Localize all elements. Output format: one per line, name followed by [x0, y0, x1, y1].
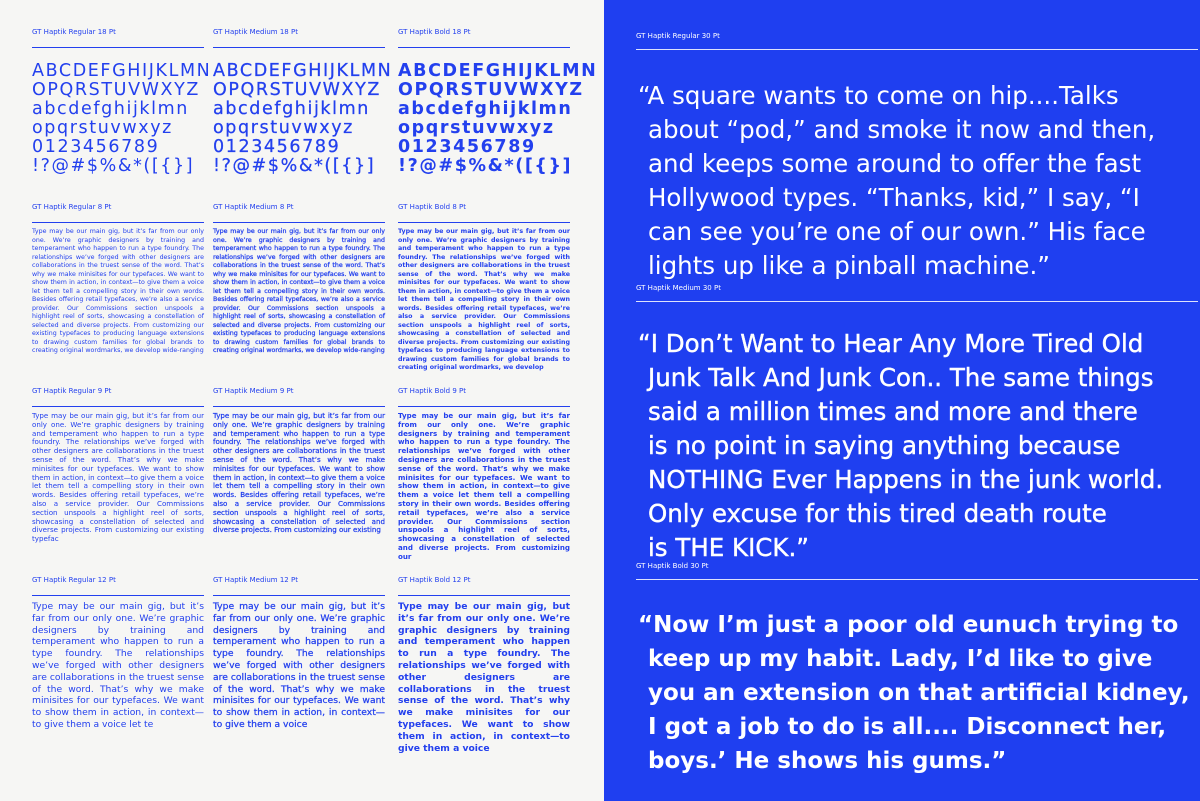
- sample-paragraph: Type may be our main gig, but it’s far from our only one. We’re graphic designers by training and temperament who happen to run a type foundry. The relationships we’ve forged with other designers are collaborations in the truest sense of the word. That’s why we make minisites for our typefaces. We want to show them in action, in context—to give them a voice let them tell a compelling story in their own words. Besides offering retail typefaces, we’re also a service provider. Our Commissions section unspools a highlight reel of sorts, showcasing a constellation of selected and diverse projects. From customizing our existing typefaces to producing language extensions to drawing custom families for global brands to creating original wordmarks, we develop: [398, 228, 570, 371]
- quote-label-medium: GT Haptik Medium 30 Pt: [636, 284, 721, 292]
- glyph-row: ABCDEFGHIJKLMN: [213, 61, 393, 81]
- sample-paragraph: Type may be our main gig, but it’s far from our only one. We’re graphic designers by training and temperament who happen to run a type foundry. The relationships we’ve forged with other designers are collaborations in the truest sense of the word. That’s why we make minisites for our typefaces. We want to show them in action, in context—to give them a voice let them tell a compelling story in their own words. Besides offering retail typefaces, we’re also a service provider. Our Commissions section unspools a highlight reel of sorts, showcasing a constellation of selected and diverse projects. From customizing our: [398, 411, 570, 561]
- specimen-label: GT Haptik Bold 12 Pt: [398, 576, 471, 584]
- sample-paragraph: Type may be our main gig, but it’s far from our only one. We’re graphic designers by training and temperament who happen to run a type foundry. The relationships we’ve forged with other designers are collaborations in the truest sense of the word. That’s why we make minisites for our typefaces. We want to show them in action, in context—to give them a voice let them tell a compelling story in their own words. Besides offering retail typefaces, we’re also a service provider. Our Commissions section unspools a highlight reel of sorts, showcasing a constellation of selected and diverse projects. From customizing our existing: [213, 411, 385, 535]
- divider: [636, 579, 1198, 580]
- quote-line: is no point in saying anything because: [648, 431, 1121, 460]
- divider: [398, 595, 570, 596]
- specimen-medium-8pt: [213, 203, 385, 364]
- divider: [32, 47, 204, 48]
- divider: [398, 222, 570, 223]
- glyph-row: OPQRSTUVWXYZ: [213, 80, 382, 100]
- sample-paragraph: Type may be our main gig, but it’s far from our only one. We’re graphic designers by training and temperament who happen to run a type foundry. The relationships we’ve forged with other designers are collaborations in the truest sense of the word. That’s why we make minisites for our typefaces. We want to show them in action, in context—to give them a voice let them tell a compelling story in their own words. Besides offering retail typefaces, we’re also a service provider. Our Commissions section unspools a highlight reel of sorts, showcasing a constellation of selected and diverse projects. From customizing our existing typefaces to producing language extensions to drawing custom families for global brands to creating original wordmarks, we develop wide-ranging: [213, 228, 385, 354]
- quote-line: “I Don’t Want to Hear Any More Tired Old: [638, 329, 1144, 358]
- quote-line: NOTHING Ever Happens in the junk world.: [648, 465, 1164, 494]
- quote-medium-30pt: [638, 327, 1194, 565]
- quote-line: keep up my habit. Lady, I’d like to give: [648, 646, 1153, 672]
- divider: [213, 47, 385, 48]
- specimen-label: GT Haptik Regular 9 Pt: [32, 387, 112, 395]
- quote-line: Hollywood types. “Thanks, kid,” I say, “I: [648, 183, 1140, 212]
- specimen-label: GT Haptik Medium 12 Pt: [213, 576, 298, 584]
- specimen-bold-12pt: [398, 576, 570, 754]
- sample-paragraph: Type may be our main gig, but it’s far from our only one. We’re graphic designers by training and temperament who happen to run a type foundry. The relationships we’ve forged with other designers are collaborations in the truest sense of the word. That’s why we make minisites for our typefaces. We want to show them in action, in context—to give them a voice: [213, 601, 385, 730]
- divider: [213, 595, 385, 596]
- quote-line: and keeps some around to offer the fast: [648, 149, 1142, 178]
- quote-regular-30pt: [638, 79, 1194, 283]
- glyph-row: OPQRSTUVWXYZ: [32, 80, 201, 100]
- quote-line: said a million times and more and there: [648, 397, 1138, 426]
- glyph-row: abcdefghijklmn: [213, 99, 370, 119]
- divider: [32, 222, 204, 223]
- specimen-label: GT Haptik Medium 18 Pt: [213, 28, 298, 36]
- divider: [636, 49, 1198, 50]
- specimen-regular-9pt: [32, 387, 204, 552]
- specimen-label: GT Haptik Regular 8 Pt: [32, 203, 112, 211]
- glyph-row: opqrstuvwxyz: [213, 118, 354, 138]
- glyph-row: !?@#$%&*([{}]: [398, 156, 573, 176]
- glyph-row: opqrstuvwxyz: [398, 118, 555, 138]
- specimen-label: GT Haptik Regular 12 Pt: [32, 576, 116, 584]
- specimen-label: GT Haptik Bold 9 Pt: [398, 387, 466, 395]
- sample-paragraph: Type may be our main gig, but it’s far from our only one. We’re graphic designers by training and temperament who happen to run a type foundry. The relationships we’ve forged with other designers are collaborations in the truest sense of the word. That’s why we make minisites for our typefaces. We want to show them in action, in context—to give them a voice let them tell a compelling story in their own words. Besides offering retail typefaces, we’re also a service provider. Our Commissions section unspools a highlight reel of sorts, showcasing a constellation of selected and diverse projects. From customizing our existing typefaces to producing language extensions to drawing custom families for global brands to creating original wordmarks, we develop wide-ranging: [32, 228, 204, 354]
- quote-line: Only excuse for this tired death route: [648, 499, 1107, 528]
- glyph-row: ABCDEFGHIJKLMN: [398, 61, 598, 81]
- quote-label-regular: GT Haptik Regular 30 Pt: [636, 32, 720, 40]
- quote-label-bold: GT Haptik Bold 30 Pt: [636, 562, 709, 570]
- specimen-regular-12pt: [32, 576, 204, 743]
- quote-line: boys.’ He shows his gums.”: [648, 748, 1007, 774]
- glyph-row: abcdefghijklmn: [32, 99, 189, 119]
- specimen-medium-9pt: [213, 387, 385, 552]
- glyph-row: abcdefghijklmn: [398, 99, 573, 119]
- sample-paragraph: Type may be our main gig, but it’s far from our only one. We’re graphic designers by training and temperament who happen to run a type foundry. The relationships we’ve forged with other designers are collaborations in the truest sense of the word. That’s why we make minisites for our typefaces. We want to show them in action, in context—to give them a voice let them tell a compelling story in their own words. Besides offering retail typefaces, we’re also a service provider. Our Commissions section unspools a highlight reel of sorts, showcasing a constellation of selected and diverse projects. From customizing our existing typefac: [32, 411, 204, 544]
- glyph-row: ABCDEFGHIJKLMN: [32, 61, 212, 81]
- specimen-label: GT Haptik Regular 18 Pt: [32, 28, 116, 36]
- glyph-set: [32, 61, 212, 176]
- divider: [32, 406, 204, 407]
- glyph-set: [398, 61, 598, 176]
- quote-bold-30pt: [638, 608, 1194, 778]
- glyph-row: opqrstuvwxyz: [32, 118, 173, 138]
- glyph-row: !?@#$%&*([{}]: [32, 156, 195, 176]
- sample-paragraph: Type may be our main gig, but it’s far from our only one. We’re graphic designers by training and temperament who happen to run a type foundry. The relationships we’ve forged with other designers are collaborations in the truest sense of the word. That’s why we make minisites for our typefaces. We want to show them in action, in context—to give them a voice let te: [32, 601, 204, 730]
- right-quote-panel: [604, 0, 1200, 801]
- specimen-regular-18pt: [32, 28, 212, 176]
- specimen-label: GT Haptik Bold 18 Pt: [398, 28, 471, 36]
- glyph-row: 0123456789: [32, 137, 160, 157]
- divider: [636, 301, 1198, 302]
- glyph-row: OPQRSTUVWXYZ: [398, 80, 584, 100]
- glyph-row: 0123456789: [213, 137, 341, 157]
- specimen-label: GT Haptik Medium 8 Pt: [213, 203, 294, 211]
- divider: [398, 406, 570, 407]
- quote-line: can see you’re one of our own.” His face: [648, 217, 1146, 246]
- specimen-regular-8pt: [32, 203, 204, 364]
- specimen-bold-18pt: [398, 28, 598, 176]
- divider: [32, 595, 204, 596]
- specimen-label: GT Haptik Medium 9 Pt: [213, 387, 294, 395]
- specimen-bold-9pt: [398, 387, 570, 561]
- quote-line: “Now I’m just a poor old eunuch trying to: [638, 612, 1179, 638]
- glyph-set: [213, 61, 393, 176]
- divider: [398, 47, 570, 48]
- quote-line: lights up like a pinball machine.”: [648, 251, 1050, 280]
- specimen-label: GT Haptik Bold 8 Pt: [398, 203, 466, 211]
- specimen-medium-18pt: [213, 28, 393, 176]
- quote-line: Junk Talk And Junk Con.. The same things: [648, 363, 1154, 392]
- sample-paragraph: Type may be our main gig, but it’s far from our only one. We’re graphic designers by training and temperament who happen to run a type foundry. The relationships we’ve forged with other designers are collaborations in the truest sense of the word. That’s why we make minisites for our typefaces. We want to show them in action, in context—to give them a voice: [398, 601, 570, 754]
- quote-line: is THE KICK.”: [648, 533, 809, 562]
- quote-line: you an extension on that artificial kidney,: [648, 680, 1190, 706]
- specimen-medium-12pt: [213, 576, 385, 743]
- specimen-bold-8pt: [398, 203, 570, 371]
- quote-line: I got a job to do is all.... Disconnect her,: [648, 714, 1167, 740]
- glyph-row: !?@#$%&*([{}]: [213, 156, 376, 176]
- quote-line: “A square wants to come on hip....Talks: [638, 81, 1119, 110]
- quote-line: about “pod,” and smoke it now and then,: [648, 115, 1156, 144]
- glyph-row: 0123456789: [398, 137, 536, 157]
- divider: [213, 222, 385, 223]
- divider: [213, 406, 385, 407]
